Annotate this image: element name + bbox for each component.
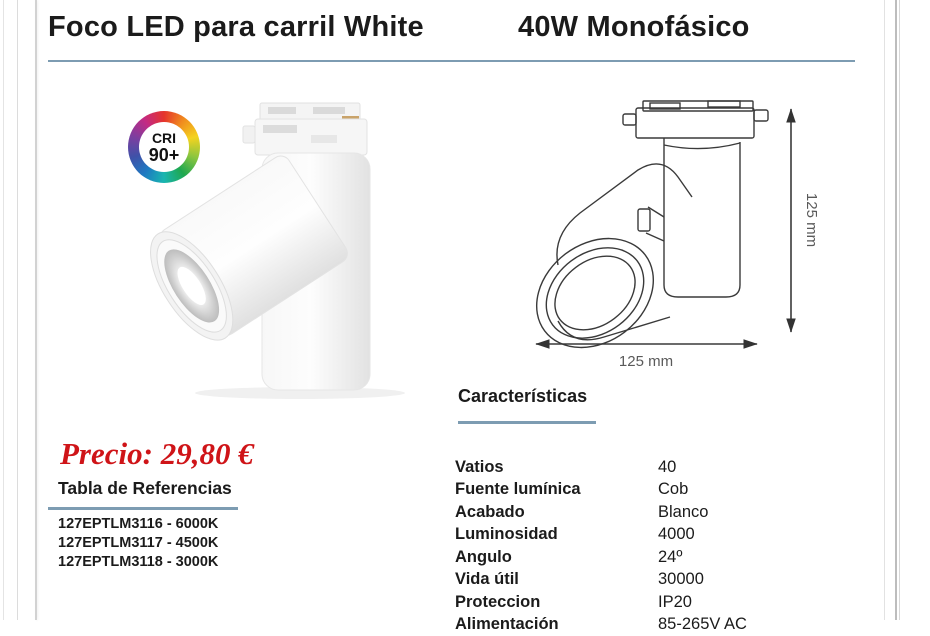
characteristic-value: 30000 bbox=[658, 570, 704, 589]
page-title: Foco LED para carril White bbox=[48, 11, 424, 44]
characteristic-label: Vida útil bbox=[455, 570, 658, 589]
page-edge-line bbox=[899, 0, 900, 620]
characteristic-value: 4000 bbox=[658, 525, 695, 544]
characteristic-row bbox=[455, 501, 885, 524]
characteristic-row bbox=[455, 614, 885, 636]
characteristic-row bbox=[455, 569, 885, 592]
characteristic-row bbox=[455, 546, 885, 569]
technical-drawing-render bbox=[520, 85, 850, 375]
technical-drawing bbox=[520, 85, 850, 375]
characteristic-label: Alimentación bbox=[455, 615, 658, 634]
characteristic-label: Vatios bbox=[455, 458, 658, 477]
cri-badge-text: CRI bbox=[152, 131, 176, 145]
reference-item: 127EPTLM3117 - 4500K bbox=[58, 534, 218, 553]
reference-item: 127EPTLM3118 - 3000K bbox=[58, 553, 218, 572]
references-list bbox=[58, 515, 218, 572]
page-title-wattage: 40W Monofásico bbox=[518, 11, 750, 44]
price-label: Precio: 29,80 € bbox=[60, 436, 254, 472]
characteristic-label: Acabado bbox=[455, 503, 658, 522]
dimension-width-label: 125 mm bbox=[619, 353, 673, 370]
cri-badge-center bbox=[139, 122, 189, 172]
characteristics-heading: Características bbox=[458, 386, 587, 407]
characteristic-value: IP20 bbox=[658, 593, 692, 612]
page-edge-line bbox=[3, 0, 4, 620]
characteristic-label: Luminosidad bbox=[455, 525, 658, 544]
characteristic-row bbox=[455, 591, 885, 614]
characteristic-row bbox=[455, 479, 885, 502]
cri-badge-value: 90+ bbox=[149, 146, 180, 164]
characteristics-table bbox=[455, 456, 885, 636]
characteristic-row bbox=[455, 456, 885, 479]
page-edge-line bbox=[895, 0, 897, 620]
characteristic-value: 40 bbox=[658, 458, 676, 477]
characteristics-divider bbox=[458, 421, 596, 424]
characteristic-row bbox=[455, 524, 885, 547]
product-photo bbox=[110, 95, 455, 400]
references-divider bbox=[48, 507, 238, 510]
characteristic-value: 24º bbox=[658, 548, 682, 567]
reference-item: 127EPTLM3116 - 6000K bbox=[58, 515, 218, 534]
characteristic-value: Cob bbox=[658, 480, 688, 499]
dimension-height-label: 125 mm bbox=[803, 193, 820, 247]
page-edge-line bbox=[17, 0, 18, 620]
characteristic-label: Angulo bbox=[455, 548, 658, 567]
characteristic-label: Proteccion bbox=[455, 593, 658, 612]
characteristic-label: Fuente lumínica bbox=[455, 480, 658, 499]
cri-90-badge bbox=[128, 111, 200, 183]
characteristic-value: 85-265V AC bbox=[658, 615, 747, 634]
characteristic-value: Blanco bbox=[658, 503, 708, 522]
header-divider bbox=[48, 60, 855, 62]
references-heading: Tabla de Referencias bbox=[58, 478, 232, 499]
page-edge-line bbox=[35, 0, 37, 620]
